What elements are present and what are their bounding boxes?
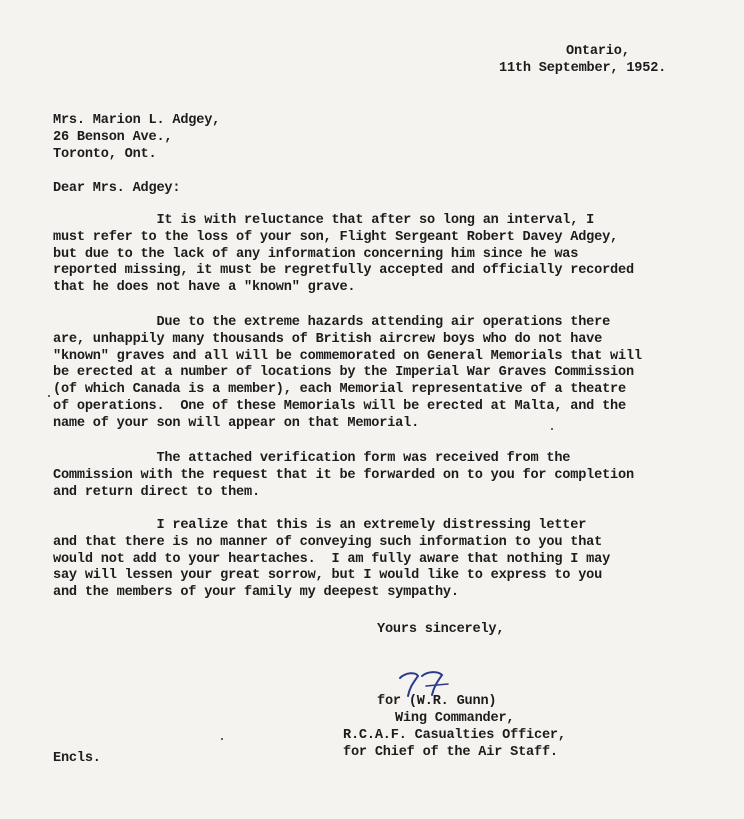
signatory-name: for (W.R. Gunn)	[377, 694, 497, 709]
text-line: "known" graves and all will be commemorated on General Memorials that will	[53, 348, 642, 364]
text-line: and return direct to them.	[53, 484, 260, 500]
closing: Yours sincerely,	[377, 622, 505, 637]
stray-mark	[221, 738, 223, 740]
signatory-rank: Wing Commander,	[395, 711, 515, 726]
text-line: and that there is no manner of conveying such information to you that	[53, 534, 603, 550]
date-line: 11th September, 1952.	[499, 61, 667, 76]
text-line: name of your son will appear on that Memorial.	[53, 415, 420, 431]
text-line: Due to the extreme hazards attending air operations there	[53, 315, 611, 330]
text-line: reported missing, it must be regretfully accepted and officially recorded	[53, 263, 634, 279]
stray-mark	[48, 395, 50, 397]
text-line: say will lessen your great sorrow, but I would like to express to you	[53, 568, 603, 584]
text-line: must refer to the loss of your son, Flight Sergeant Robert Davey Adgey,	[53, 229, 618, 245]
text-line: that he does not have a "known" grave.	[53, 280, 356, 296]
address-line: Mrs. Marion L. Adgey,	[53, 113, 221, 128]
enclosure-note: Encls.	[53, 751, 101, 766]
place-line: Ontario,	[566, 44, 630, 59]
signatory-on-behalf: for Chief of the Air Staff.	[343, 745, 558, 760]
salutation: Dear Mrs. Adgey:	[53, 181, 181, 196]
address-line: Toronto, Ont.	[53, 147, 157, 162]
text-line: and the members of your family my deepest sympathy.	[53, 585, 459, 601]
text-line: be erected at a number of locations by the Imperial War Graves Commission	[53, 365, 634, 381]
text-line: It is with reluctance that after so long an interval, I	[53, 213, 595, 228]
text-line: would not add to your heartaches. I am fully aware that nothing I may	[53, 551, 611, 567]
text-line: I realize that this is an extremely distressing letter	[53, 518, 587, 533]
text-line: (of which Canada is a member), each Memorial representative of a theatre	[53, 382, 626, 398]
text-line: The attached verification form was received from the	[53, 451, 571, 466]
address-line: 26 Benson Ave.,	[53, 130, 173, 145]
text-line: are, unhappily many thousands of British aircrew boys who do not have	[53, 331, 603, 347]
paragraph-4	[53, 518, 610, 602]
stray-mark	[551, 428, 553, 430]
text-line: but due to the lack of any information concerning him since he was	[53, 246, 579, 262]
text-line: Commission with the request that it be forwarded on to you for completion	[53, 467, 634, 483]
signatory-title: R.C.A.F. Casualties Officer,	[343, 728, 566, 743]
text-line: of operations. One of these Memorials will be erected at Malta, and the	[53, 398, 626, 414]
paragraph-1	[53, 213, 634, 297]
paragraph-3	[53, 451, 634, 501]
paragraph-2	[53, 315, 642, 433]
